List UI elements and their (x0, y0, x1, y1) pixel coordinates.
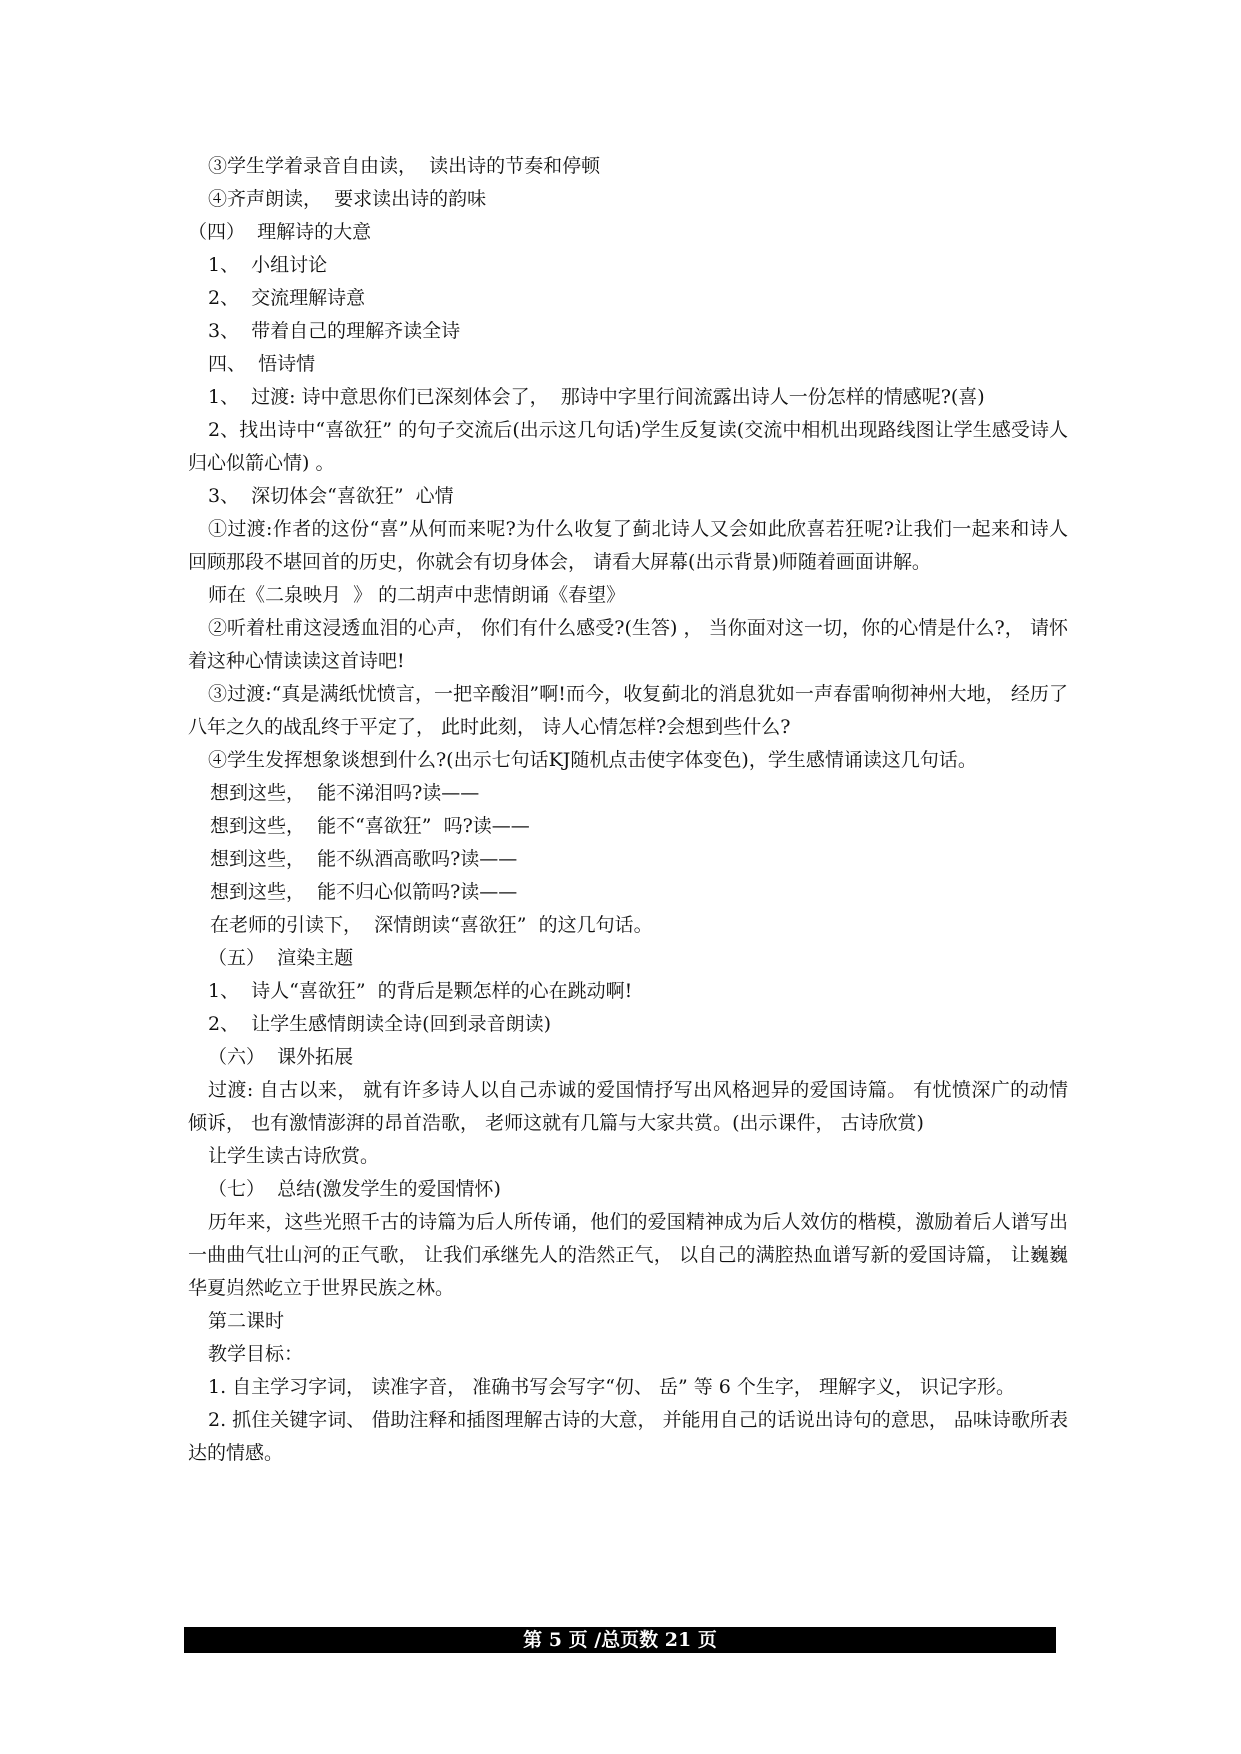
text-line: 师在《二泉映月 》 的二胡声中悲情朗诵《春望》 (208, 584, 626, 606)
text-line: 2、 让学生感情朗读全诗(回到录音朗读) (208, 1013, 551, 1035)
text-line: 想到这些， 能不“喜欲狂” 吗?读—— (210, 815, 530, 837)
text-line: 3、 带着自己的理解齐读全诗 (208, 320, 461, 342)
paragraph: 过渡: 自古以来， 就有许多诗人以自己赤诚的爱国情抒写出风格迥异的爱国诗篇。 有忧愤深广的动情倾诉， 也有激情澎湃的昂首浩歌， 老师这就有几篇与大家共赏。(出示课件， 古诗欣赏) (188, 1079, 1068, 1134)
section-heading: （五） 渲染主题 (208, 947, 354, 969)
text-line: ④学生发挥想象谈想到什么?(出示七句话KJ随机点击使字体变色)，学生感情诵读这几句话。 (208, 749, 977, 771)
text-line: 教学目标： (208, 1343, 304, 1365)
text-line: 在老师的引读下， 深情朗读“喜欲狂” 的这几句话。 (210, 914, 653, 936)
page-footer (184, 1627, 1056, 1653)
section-heading: （六） 课外拓展 (208, 1046, 354, 1068)
paragraph: ②听着杜甫这浸透血泪的心声， 你们有什么感受?(生答) ， 当你面对这一切，你的心情是什么?， 请怀着这种心情读读这首诗吧! (188, 617, 1068, 672)
section-heading: 四、 悟诗情 (208, 353, 316, 375)
text-line: 3、 深切体会“喜欲狂” 心情 (208, 485, 454, 507)
section-heading: （七） 总结(激发学生的爱国情怀) (208, 1178, 501, 1200)
text-line: 1、 诗人“喜欲狂” 的背后是颗怎样的心在跳动啊! (208, 980, 633, 1002)
document-body (188, 150, 1068, 1470)
text-line: ③学生学着录音自由读， 读出诗的节奏和停顿 (208, 155, 601, 177)
text-line: ④齐声朗读， 要求读出诗的韵味 (208, 188, 487, 210)
text-line: 想到这些， 能不涕泪吗?读—— (210, 782, 480, 804)
page-number-label: 第 5 页 /总页数 21 页 (523, 1629, 717, 1651)
paragraph: 历年来，这些光照千古的诗篇为后人所传诵，他们的爱国精神成为后人效仿的楷模，激励着后人谱写出一曲曲气壮山河的正气歌， 让我们承继先人的浩然正气， 以自己的满腔热血谱写新的爱国诗篇， 让巍巍华夏岿然屹立于世界民族之林。 (188, 1211, 1068, 1299)
text-line: 2、 交流理解诗意 (208, 287, 366, 309)
text-line: 让学生读古诗欣赏。 (208, 1145, 380, 1167)
paragraph: ③过渡:“真是满纸忧愤言，一把辛酸泪”啊!而今，收复蓟北的消息犹如一声春雷响彻神州大地， 经历了八年之久的战乱终于平定了， 此时此刻， 诗人心情怎样?会想到些什么? (188, 683, 1068, 738)
paragraph: ①过渡:作者的这份“喜”从何而来呢?为什么收复了蓟北诗人又会如此欣喜若狂呢?让我们一起来和诗人回顾那段不堪回首的历史，你就会有切身体会， 请看大屏幕(出示背景)师随着画面讲解。 (188, 518, 1068, 573)
section-heading: 第二课时 (208, 1310, 285, 1332)
text-line: 想到这些， 能不归心似箭吗?读—— (210, 881, 518, 903)
text-line: 想到这些， 能不纵酒高歌吗?读—— (210, 848, 518, 870)
paragraph: 1. 自主学习字词， 读准字音， 准确书写会写字“仞、 岳” 等 6 个生字， 理解字义， 识记字形。 (208, 1376, 1016, 1398)
text-line: 1、 过渡: 诗中意思你们已深刻体会了， 那诗中字里行间流露出诗人一份怎样的情感呢?(喜) (208, 386, 985, 408)
section-heading: （四） 理解诗的大意 (188, 221, 372, 243)
paragraph: 2. 抓住关键字词、 借助注释和插图理解古诗的大意， 并能用自己的话说出诗句的意思， 品味诗歌所表达的情感。 (188, 1409, 1068, 1464)
text-line: 1、 小组讨论 (208, 254, 328, 276)
paragraph: 2、找出诗中“喜欲狂” 的句子交流后(出示这几句话)学生反复读(交流中相机出现路线图让学生感受诗人归心似箭心情) 。 (188, 419, 1068, 474)
